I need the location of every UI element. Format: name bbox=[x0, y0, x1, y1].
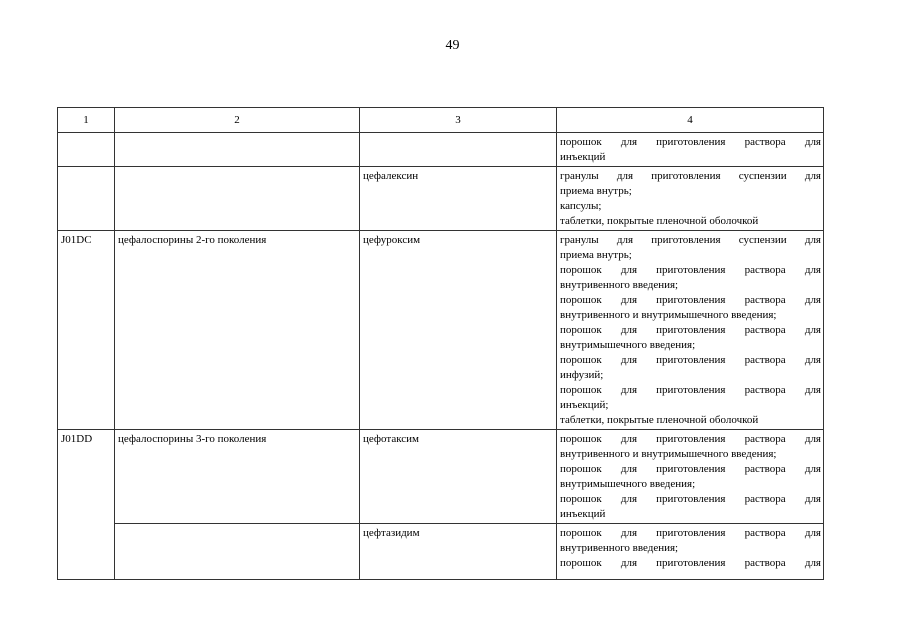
form-line: таблетки, покрытые пленочной оболочкой bbox=[560, 215, 759, 227]
group-cell: цефалоспорины 2-го поколения bbox=[115, 231, 360, 430]
table-row bbox=[58, 167, 824, 231]
form-line: порошок для приготовления раствора для bbox=[560, 324, 821, 336]
drug-cell: цефтазидим bbox=[360, 524, 557, 580]
table-header-row bbox=[58, 108, 824, 133]
drug-cell: цефотаксим bbox=[360, 430, 557, 524]
header-col-1: 1 bbox=[58, 108, 115, 133]
atc-code-cell bbox=[58, 133, 115, 167]
header-col-2: 2 bbox=[115, 108, 360, 133]
form-line: приема внутрь; bbox=[560, 185, 632, 197]
drug-cell: цефалексин bbox=[360, 167, 557, 231]
form-line: инъекций; bbox=[560, 399, 609, 411]
form-line: порошок для приготовления раствора для bbox=[560, 136, 821, 148]
dosage-forms-cell bbox=[557, 133, 824, 167]
table-row bbox=[58, 430, 824, 524]
form-line: порошок для приготовления раствора для bbox=[560, 384, 821, 396]
header-col-3: 3 bbox=[360, 108, 557, 133]
form-line: порошок для приготовления раствора для bbox=[560, 493, 821, 505]
dosage-forms-cell bbox=[557, 231, 824, 430]
header-col-4: 4 bbox=[557, 108, 824, 133]
drug-cell bbox=[360, 133, 557, 167]
form-line: инфузий; bbox=[560, 369, 604, 381]
medication-table bbox=[57, 107, 824, 580]
form-line: приема внутрь; bbox=[560, 249, 632, 261]
form-line: внутривенного введения; bbox=[560, 542, 679, 554]
form-line: внутривенного и внутримышечного введения; bbox=[560, 448, 777, 460]
table-row bbox=[58, 133, 824, 167]
form-line: внутривенного введения; bbox=[560, 279, 679, 291]
group-cell bbox=[115, 167, 360, 231]
form-line: порошок для приготовления раствора для bbox=[560, 294, 821, 306]
page-number: 49 bbox=[445, 38, 460, 53]
form-line: инъекций bbox=[560, 151, 606, 163]
atc-code-cell: J01DC bbox=[58, 231, 115, 430]
form-line: порошок для приготовления раствора для bbox=[560, 557, 821, 569]
table-row bbox=[58, 524, 824, 580]
form-line: таблетки, покрытые пленочной оболочкой bbox=[560, 414, 759, 426]
form-line: порошок для приготовления раствора для bbox=[560, 354, 821, 366]
table-row bbox=[58, 231, 824, 430]
form-line: капсулы; bbox=[560, 200, 602, 212]
atc-code-cell bbox=[58, 167, 115, 231]
drug-cell: цефуроксим bbox=[360, 231, 557, 430]
form-line: порошок для приготовления раствора для bbox=[560, 527, 821, 539]
form-line: порошок для приготовления раствора для bbox=[560, 264, 821, 276]
form-line: порошок для приготовления раствора для bbox=[560, 463, 821, 475]
form-line: внутривенного и внутримышечного введения; bbox=[560, 309, 777, 321]
form-line: порошок для приготовления раствора для bbox=[560, 433, 821, 445]
dosage-forms-cell bbox=[557, 167, 824, 231]
form-line: гранулы для приготовления суспензии для bbox=[560, 234, 821, 246]
form-line: гранулы для приготовления суспензии для bbox=[560, 170, 821, 182]
dosage-forms-cell bbox=[557, 430, 824, 524]
dosage-forms-cell bbox=[557, 524, 824, 580]
group-cell bbox=[115, 524, 360, 580]
form-line: инъекций bbox=[560, 508, 606, 520]
group-cell bbox=[115, 133, 360, 167]
form-line: внутримышечного введения; bbox=[560, 339, 696, 351]
group-cell: цефалоспорины 3-го поколения bbox=[115, 430, 360, 524]
form-line: внутримышечного введения; bbox=[560, 478, 696, 490]
atc-code-cell: J01DD bbox=[58, 430, 115, 580]
